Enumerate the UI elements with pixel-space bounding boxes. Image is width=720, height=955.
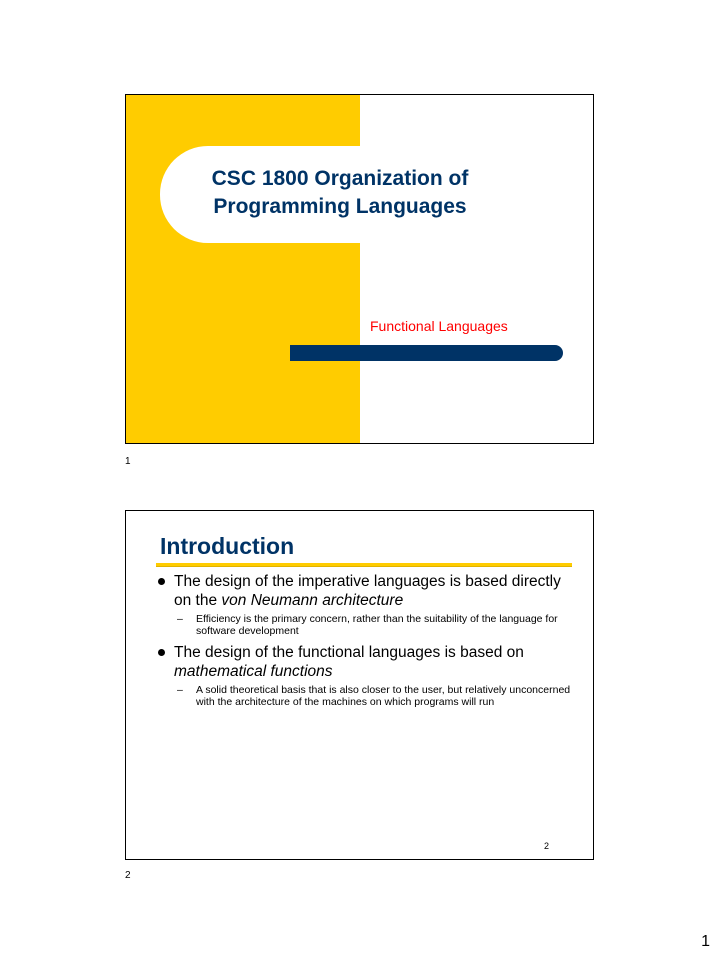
bullet-list	[156, 572, 576, 714]
bullet-emphasis: von Neumann architecture	[221, 592, 404, 609]
bullet-item	[156, 643, 576, 681]
slide-2	[125, 510, 594, 860]
sub-bullet-text: A solid theoretical basis that is also closer to the user, but relatively unconcerned with the architecture of the machines on which programs will run	[196, 684, 571, 708]
sub-bullet-dash: –	[177, 684, 183, 696]
bullet-item	[156, 572, 576, 610]
bullet-dot-icon	[158, 578, 165, 585]
title-underline	[156, 563, 572, 567]
bullet-text: The design of the functional languages is based on	[174, 644, 524, 661]
sub-bullet-dash: –	[177, 613, 183, 625]
title-line-1: CSC 1800 Organization of	[211, 167, 469, 190]
slide-number: 2	[544, 841, 550, 851]
bullet-dot-icon	[158, 649, 165, 656]
accent-bar	[290, 345, 563, 361]
slide-1-subtitle: Functional Languages	[370, 318, 508, 334]
slide-1-caption: 1	[125, 456, 131, 467]
bullet-text: The design of the imperative languages is based directly on the	[174, 573, 561, 609]
slide-1-title	[160, 165, 520, 221]
sub-bullet-item	[156, 613, 576, 637]
sub-bullet-text: Efficiency is the primary concern, rather than the suitability of the language for software development	[196, 613, 558, 637]
slide-2-caption: 2	[125, 870, 131, 881]
slide-1	[125, 94, 594, 444]
title-line-2: Programming Languages	[213, 195, 467, 218]
bullet-emphasis: mathematical functions	[174, 663, 333, 680]
slide-2-title: Introduction	[160, 533, 295, 559]
sub-bullet-item	[156, 684, 576, 708]
page-number: 1	[701, 933, 710, 950]
